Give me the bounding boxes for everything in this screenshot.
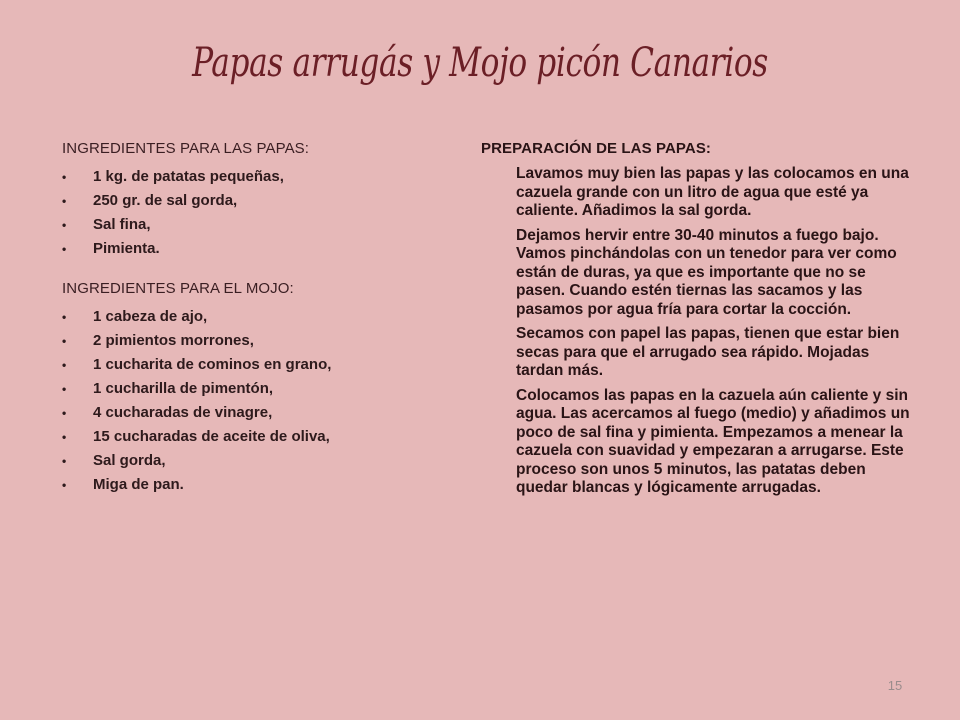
bullet-icon: • — [62, 382, 67, 396]
preparation-paragraph: Colocamos las papas en la cazuela aún caliente y sin agua. Las acercamos al fuego (medio) y añadimos un poco de sal fina y pimienta. Empezamos a menear la cazuela con suavidad y empezaran a arrugarse. Este proceso son unos 5 minutos, las patatas deben quedar blancas y lógicamente arrugadas. — [516, 386, 910, 496]
ingredient-text: 2 pimientos morrones, — [93, 332, 254, 349]
mojo-ingredients-heading: INGREDIENTES PARA EL MOJO: — [62, 280, 294, 297]
list-item — [62, 213, 462, 237]
page-number: 15 — [887, 678, 903, 693]
list-item — [62, 401, 462, 425]
ingredient-text: 250 gr. de sal gorda, — [93, 192, 238, 209]
preparation-paragraph: Secamos con papel las papas, tienen que estar bien secas para que el arrugado sea rápido. Mojadas tardan más. — [516, 325, 900, 379]
papas-ingredients-list — [62, 165, 462, 261]
list-item — [62, 305, 462, 329]
bullet-icon: • — [62, 242, 67, 256]
ingredient-text: 4 cucharadas de vinagre, — [93, 404, 273, 421]
bullet-icon: • — [62, 454, 67, 468]
papas-ingredients-heading: INGREDIENTES PARA LAS PAPAS: — [62, 140, 310, 157]
ingredient-text: Miga de pan. — [93, 476, 184, 493]
list-item — [62, 329, 462, 353]
preparation-paragraph: Dejamos hervir entre 30-40 minutos a fuego bajo. Vamos pinchándolas con un tenedor para ver como están de duras, ya que es importante que no se pasen. Cuando estén tiernas las sacamos y las pasamos por agua fría para cortar la cocción. — [516, 226, 897, 318]
list-item — [62, 189, 462, 213]
list-item — [62, 377, 462, 401]
preparation-column — [481, 140, 911, 504]
slide-title: Papas arrugás y Mojo picón Canarios — [192, 40, 768, 86]
bullet-icon: • — [62, 358, 67, 372]
bullet-icon: • — [62, 310, 67, 324]
ingredient-text: Sal gorda, — [93, 452, 166, 469]
list-item — [62, 165, 462, 189]
bullet-icon: • — [62, 406, 67, 420]
list-item — [62, 237, 462, 261]
bullet-icon: • — [62, 478, 67, 492]
mojo-ingredients-list — [62, 305, 462, 497]
bullet-icon: • — [62, 430, 67, 444]
preparation-paragraph: Lavamos muy bien las papas y las colocamos en una cazuela grande con un litro de agua que esté ya caliente. Añadimos la sal gorda. — [516, 165, 909, 219]
ingredient-text: Pimienta. — [93, 240, 160, 257]
list-item — [62, 449, 462, 473]
ingredient-text: Sal fina, — [93, 216, 151, 233]
preparation-heading: PREPARACIÓN DE LAS PAPAS: — [481, 140, 712, 157]
bullet-icon: • — [62, 218, 67, 232]
list-item — [62, 425, 462, 449]
list-item — [62, 353, 462, 377]
list-item — [62, 473, 462, 497]
ingredient-text: 15 cucharadas de aceite de oliva, — [93, 428, 330, 445]
ingredient-text: 1 cucharilla de pimentón, — [93, 380, 274, 397]
ingredient-text: 1 cabeza de ajo, — [93, 308, 208, 325]
bullet-icon: • — [62, 170, 67, 184]
ingredient-text: 1 kg. de patatas pequeñas, — [93, 168, 284, 185]
bullet-icon: • — [62, 194, 67, 208]
ingredient-text: 1 cucharita de cominos en grano, — [93, 356, 332, 373]
ingredients-column — [62, 140, 462, 497]
bullet-icon: • — [62, 334, 67, 348]
